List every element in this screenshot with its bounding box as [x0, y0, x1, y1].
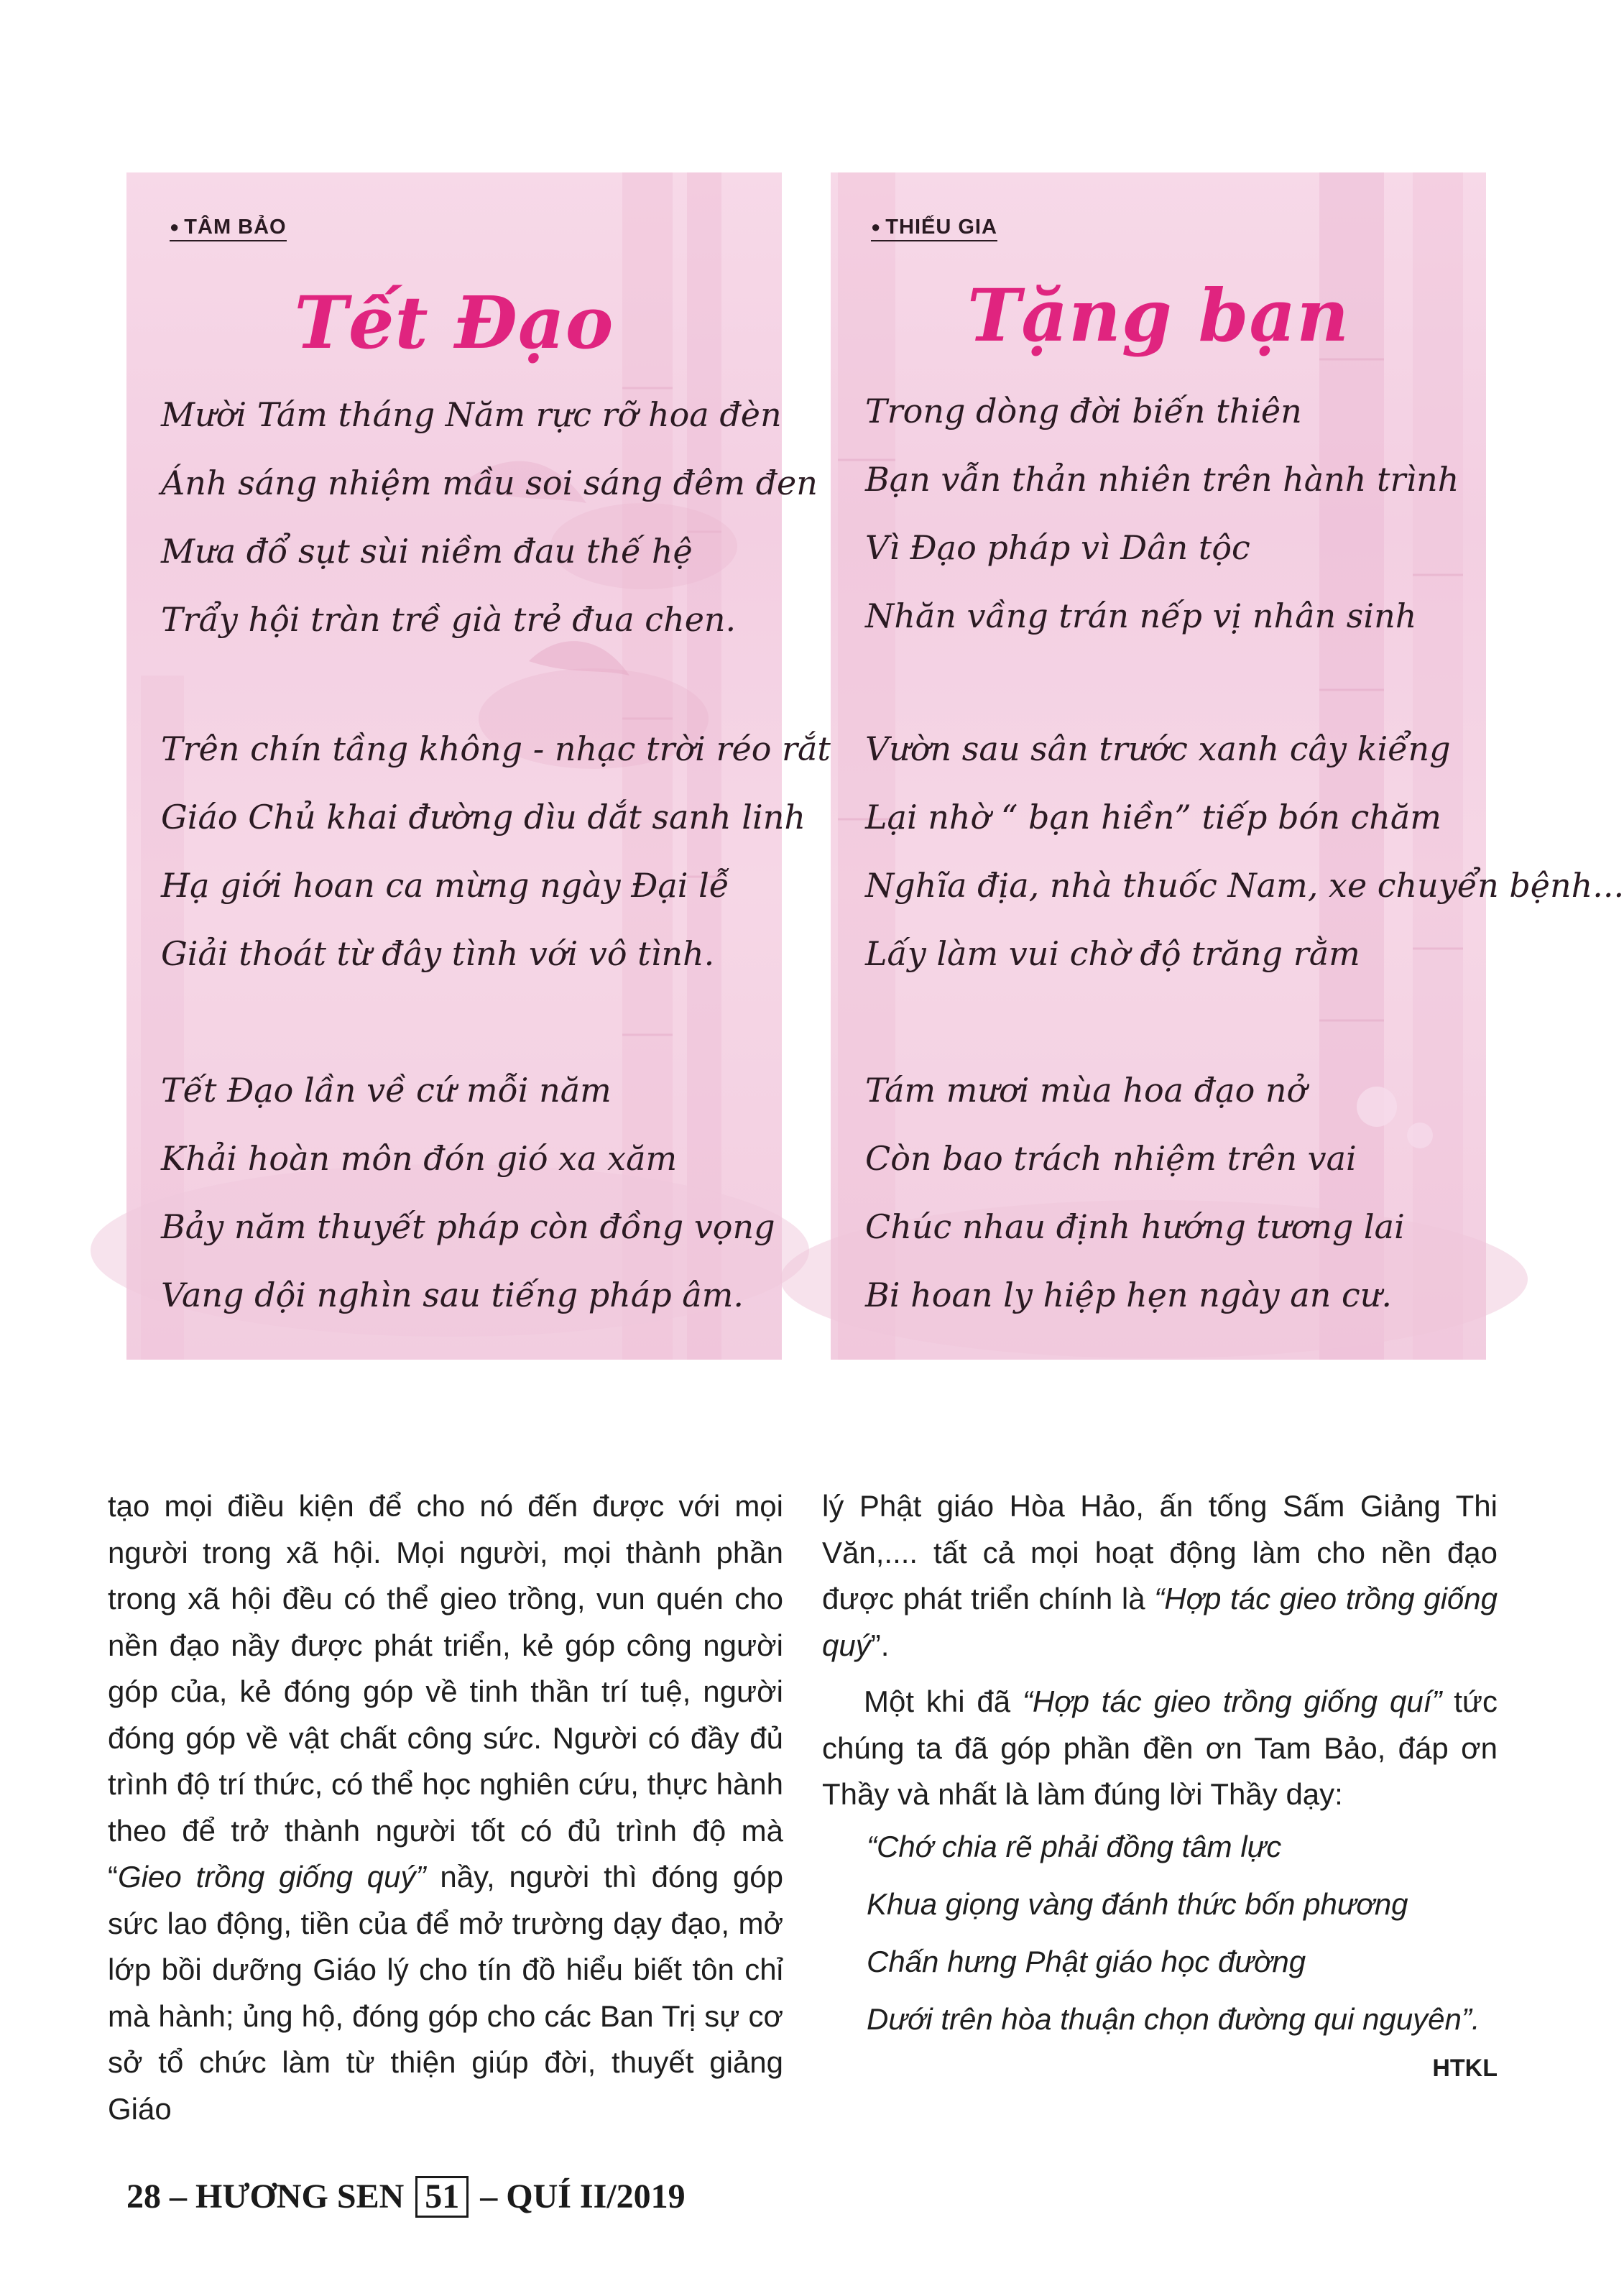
- poem-line: Ánh sáng nhiệm mầu soi sáng đêm đen: [161, 464, 818, 502]
- footer-separator: –: [170, 2177, 187, 2216]
- poem-line: Tết Đạo lần về cứ mỗi năm: [161, 1071, 612, 1110]
- poem-line: Vang dội nghìn sau tiếng pháp âm.: [161, 1276, 744, 1314]
- article-paragraph: [108, 1483, 783, 2132]
- poem-line: Nhăn vầng trán nếp vị nhân sinh: [865, 596, 1417, 635]
- article-signature: HTKL: [1432, 2054, 1498, 2082]
- poem-line: Trên chín tầng không - nhạc trời réo rắt: [161, 729, 831, 768]
- poem-line: Trẩy hội tràn trề già trẻ đua chen.: [161, 600, 737, 639]
- article-column-left: [108, 1483, 783, 2132]
- poem-line: Vì Đạo pháp vì Dân tộc: [865, 528, 1250, 567]
- article-emphasis: “Hợp tác gieo trồng giống quý: [822, 1582, 1498, 1662]
- poem-line: Khải hoàn môn đón gió xa xăm: [161, 1139, 678, 1178]
- poem-line: Mười Tám tháng Năm rực rỡ hoa đèn: [161, 395, 782, 434]
- poem-stanza-3: [865, 1056, 1472, 1329]
- poem-stanza-1: [161, 381, 818, 654]
- article-text: tạo mọi điều kiện để cho nó đến được với mọi người trong xã hội. Mọi người, mọi thành phần trong xã hội đều có thể gieo trồng, vun quén cho nền đạo nầy được phát triển, kẻ góp công người góp của, kẻ đóng góp về tinh thần trí tuệ, người đóng góp về vật chất công sức. Người có đầy đủ trình độ trí thức, có thể học nghiên cứu, thực hành theo để trở thành người tốt có đủ trình độ mà “: [108, 1489, 783, 1894]
- article-paragraph: [822, 1483, 1498, 1669]
- poem-stanza-3: [161, 1056, 775, 1329]
- poem-line: Bi hoan ly hiệp hẹn ngày an cư.: [865, 1276, 1392, 1314]
- article-column-right: [822, 1483, 1498, 2091]
- poem-line: Lại nhờ “ bạn hiền” tiếp bón chăm: [865, 798, 1441, 836]
- quoted-verse-line: “Chớ chia rẽ phải đồng tâm lực: [867, 1829, 1282, 1863]
- poem-stanza-2: [865, 715, 1624, 988]
- poem-author-text: TÂM BẢO: [184, 216, 287, 239]
- article-text: Một khi đã: [864, 1684, 1023, 1718]
- poem-line: Bảy năm thuyết pháp còn đồng vọng: [161, 1207, 775, 1246]
- poem-title: Tặng bạn: [966, 273, 1350, 358]
- poem-line: Còn bao trách nhiệm trên vai: [865, 1139, 1357, 1178]
- poem-line: Trong dòng đời biến thiên: [865, 392, 1302, 430]
- quoted-verse-line: Chấn hưng Phật giáo học đường: [867, 1944, 1306, 1978]
- poem-line: Hạ giới hoan ca mừng ngày Đại lễ: [161, 866, 730, 905]
- magazine-name: HƯƠNG SEN: [195, 2177, 405, 2216]
- bullet-dot-icon: ●: [871, 218, 882, 236]
- article-text: ”.: [870, 1628, 890, 1662]
- poem-line: Chúc nhau định hướng tương lai: [865, 1207, 1405, 1246]
- quoted-verse-line: Dưới trên hòa thuận chọn đường qui nguyên”.: [867, 2001, 1480, 2036]
- bullet-dot-icon: ●: [170, 218, 180, 236]
- article-emphasis: Gieo trồng giống quý”: [118, 1860, 426, 1894]
- poem-line: Tám mươi mùa hoa đạo nở: [865, 1071, 1307, 1110]
- poem-title: Tết Đạo: [294, 280, 614, 365]
- poem-panel-tet-dao: [126, 172, 831, 1360]
- footer-separator: –: [480, 2177, 498, 2216]
- page-footer: [126, 2176, 686, 2218]
- poem-stanza-2: [161, 715, 831, 988]
- poem-stanza-1: [865, 377, 1472, 650]
- article-text: nầy, người thì đóng góp sức lao động, tiền của để mở trường dạy đạo, mở lớp bồi dưỡng Giáo lý cho tín đồ hiểu biết tôn chỉ mà hành; ủng hộ, đóng góp cho các Ban Trị sự cơ sở tổ chức làm từ thiện giúp đời, thuyết giảng Giáo: [108, 1860, 784, 2126]
- poem-line: Giải thoát từ đây tình với vô tình.: [161, 934, 715, 973]
- quoted-verse-line: Khua giọng vàng đánh thức bốn phương: [867, 1886, 1408, 1921]
- poem-author: [871, 216, 997, 241]
- issue-quarter: QUÍ II/2019: [506, 2177, 686, 2216]
- poem-line: Mưa đổ sụt sùi niềm đau thế hệ: [161, 532, 693, 571]
- article-paragraph: [822, 1679, 1498, 1818]
- poem-author: [170, 216, 287, 241]
- article-text: tức chúng ta đã góp phần đền ơn Tam Bảo, đáp ơn Thầy và nhất là làm đúng lời Thầy dạy:: [822, 1684, 1498, 1811]
- article-emphasis: “Hợp tác gieo trồng giống quí”: [1022, 1684, 1442, 1718]
- issue-number-box: 51: [415, 2176, 469, 2218]
- poem-line: Bạn vẫn thản nhiên trên hành trình: [865, 460, 1459, 499]
- poem-line: Giáo Chủ khai đường dìu dắt sanh linh: [161, 798, 806, 836]
- poem-line: Vườn sau sân trước xanh cây kiểng: [865, 729, 1451, 768]
- page-number: 28: [126, 2177, 161, 2216]
- poem-panel-tang-ban: [831, 172, 1624, 1360]
- poem-line: Lấy làm vui chờ độ trăng rằm: [865, 934, 1360, 973]
- article-text: lý Phật giáo Hòa Hảo, ấn tống Sấm Giảng Thi Văn,.... tất cả mọi hoạt động làm cho nền đạo được phát triển chính là: [822, 1489, 1498, 1615]
- poem-line: Nghĩa địa, nhà thuốc Nam, xe chuyển bệnh...: [865, 866, 1624, 905]
- poem-author-text: THIẾU GIA: [885, 216, 997, 239]
